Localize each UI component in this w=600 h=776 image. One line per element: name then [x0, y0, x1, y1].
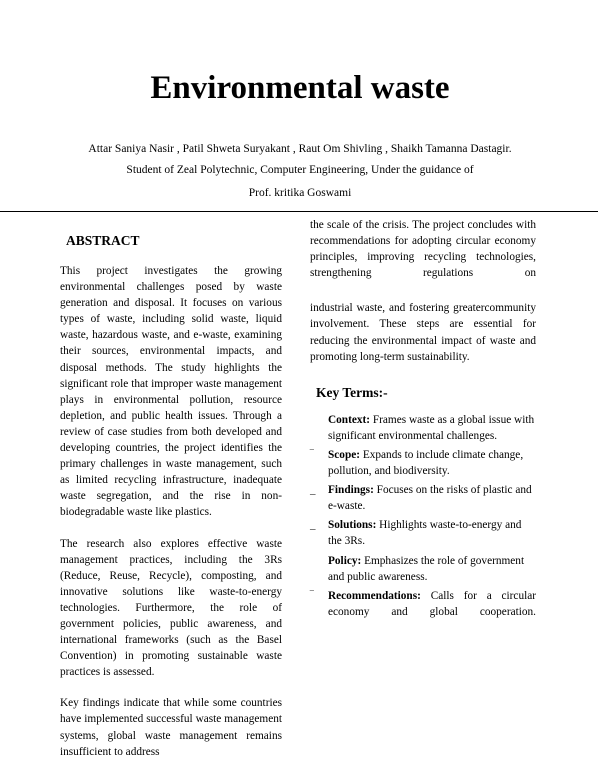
bullet-marker: [310, 553, 328, 585]
key-term-text: Highlights waste-to-energy and the 3Rs.: [328, 519, 522, 548]
abstract-paragraph-3: Key findings indicate that while some countries have implemented successful waste management systems, global waste management remains insufficient to address: [60, 697, 282, 758]
paper-title: Environmental waste: [150, 70, 450, 106]
key-term-text: Frames waste as a global issue with significant environmental challenges.: [328, 413, 535, 442]
key-term-label: Solutions:: [328, 519, 377, 532]
bullet-marker: ‾: [310, 589, 314, 602]
key-term-item: [310, 517, 536, 549]
header-divider: [0, 211, 598, 212]
abstract-heading: ABSTRACT: [66, 233, 140, 248]
key-term-label: Scope:: [328, 448, 361, 461]
left-column: [60, 232, 282, 760]
bullet-marker: [310, 412, 328, 444]
key-term-label: Policy:: [328, 554, 362, 567]
bullet-marker: ‾: [310, 448, 314, 461]
key-term-item: [310, 447, 536, 479]
key-term-text: Emphasizes the role of government and public awareness.: [328, 554, 525, 583]
abstract-paragraph-1: This project investigates the growing environmental challenges posed by waste generation and disposal. It focuses on various types of waste, including solid waste, liquid waste, hazardous waste, and e-waste, examining their sources, environmental impacts, and disposal methods. The study highlights the significant role that improper waste management plays in environmental pollution, resource depletion, and public health issues. Through a review of case studies from both developed and developing countries, the project identifies the primary challenges in waste management, such as limited recycling infrastructure, inadequate waste segregation, and the rise in non-biodegradable waste like plastics.: [60, 265, 282, 519]
abstract-paragraph-3-continued: the scale of the crisis. The project concludes with recommendations for adopting circular economy principles, improving recycling technologies, strengthening regulations on: [310, 219, 536, 280]
abstract-paragraph-2: The research also explores effective waste management practices, including the 3Rs (Reduce, Reuse, Recycle), composting, and innovative solutions like waste-to-energy technologies. Furthermore, the role of government policies, public awareness, and international frameworks (such as the Basel Convention) in promoting sustainable waste practices is assessed.: [60, 537, 282, 679]
key-term-label: Context:: [328, 413, 371, 426]
key-term-item: [310, 588, 536, 620]
bullet-marker: _: [310, 484, 316, 497]
abstract-paragraph-4: industrial waste, and fostering greatercommunity involvement. These steps are essential for reducing the environmental impact of waste and promoting long-term sustainability.: [310, 302, 536, 363]
key-term-text: Expands to include climate change, pollution, and biodiversity.: [328, 448, 524, 478]
key-term-label: Findings:: [328, 484, 374, 497]
key-term-item: [310, 412, 536, 444]
bullet-marker: _: [310, 519, 316, 532]
key-term-item: [310, 553, 536, 585]
key-terms-heading: Key Terms:-: [316, 384, 388, 400]
key-term-label: Recommendations:: [328, 589, 421, 602]
author-list: Attar Saniya Nasir , Patil Shweta Suryakant , Raut Om Shivling , Shaikh Tamanna Dastagir.: [88, 143, 512, 155]
key-term-text: Focuses on the risks of plastic and e-waste.: [328, 484, 532, 513]
guide-name: Prof. kritika Goswami: [248, 187, 352, 199]
affiliation: Student of Zeal Polytechnic, Computer Engineering, Under the guidance of: [126, 164, 474, 176]
key-term-item: [310, 482, 536, 514]
key-term-text: Calls for a circular economy and global cooperation.: [328, 589, 537, 618]
right-column: [310, 217, 536, 620]
